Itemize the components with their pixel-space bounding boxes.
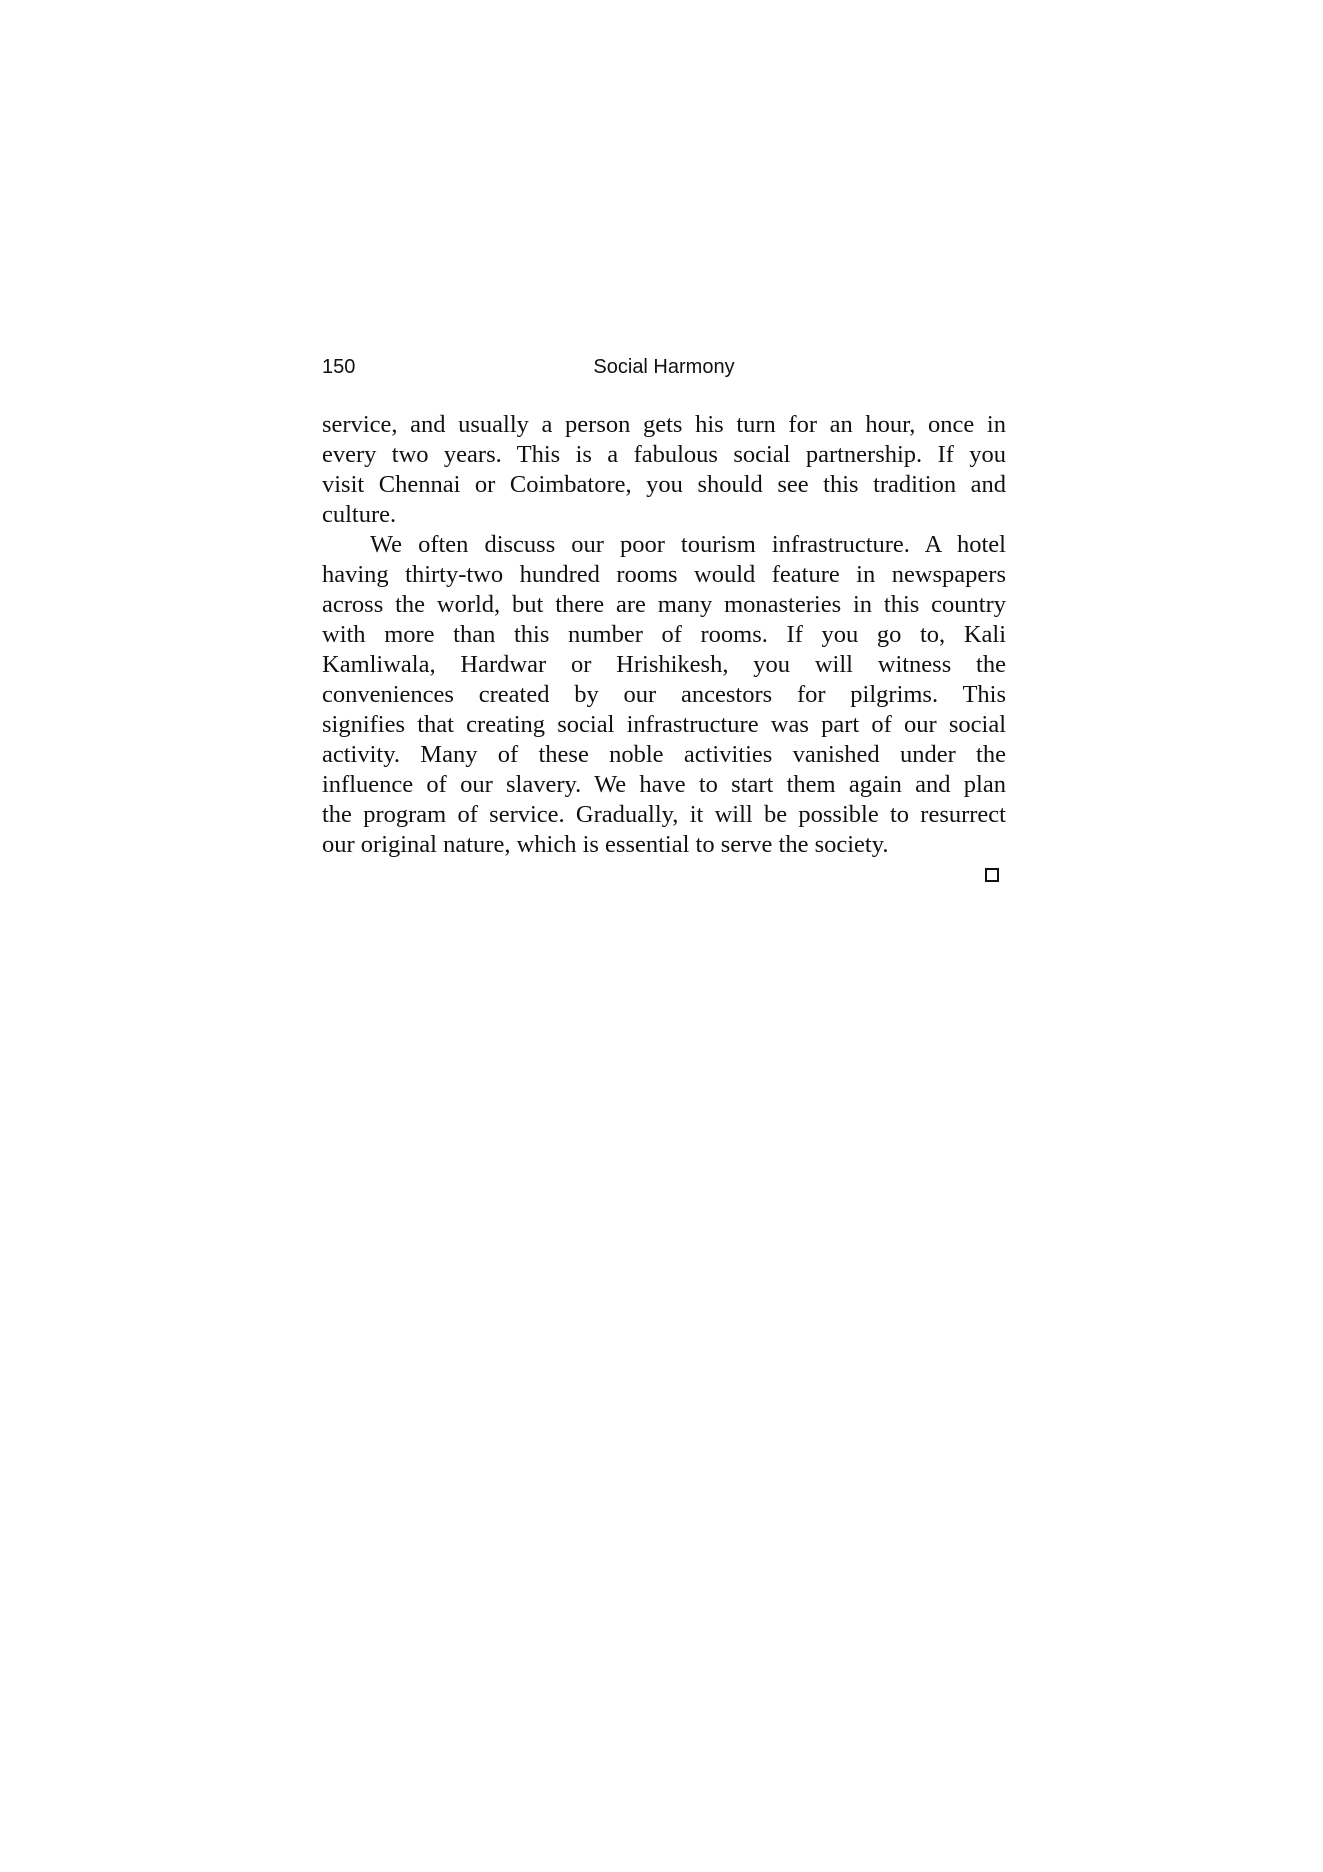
text-line: with more than this number of rooms. If you go to, Kali	[322, 621, 1006, 648]
text-line: activity. Many of these noble activities vanished under the	[322, 741, 1006, 768]
page-number: 150	[322, 356, 356, 378]
text-line: across the world, but there are many monasteries in this country	[322, 591, 1006, 618]
text-line: culture.	[322, 501, 397, 528]
text-line: conveniences created by our ancestors for pilgrims. This	[322, 681, 1006, 708]
running-title: Social Harmony	[593, 356, 735, 378]
text-line: influence of our slavery. We have to start them again and plan	[322, 771, 1006, 798]
text-line: every two years. This is a fabulous social partnership. If you	[322, 441, 1006, 468]
text-line: the program of service. Gradually, it will be possible to resurrect	[322, 801, 1006, 828]
text-line: our original nature, which is essential to serve the society.	[322, 831, 889, 858]
text-line: having thirty-two hundred rooms would feature in newspapers	[322, 561, 1006, 588]
paragraph-2	[322, 530, 1006, 860]
text-line: visit Chennai or Coimbatore, you should see this tradition and	[322, 471, 1006, 498]
paragraph-1	[322, 410, 1006, 530]
text-line: We often discuss our poor tourism infrastructure. A hotel	[370, 531, 1006, 558]
body-text	[322, 410, 1006, 860]
text-line: signifies that creating social infrastructure was part of our social	[322, 711, 1006, 738]
square-end-mark-icon	[985, 868, 999, 882]
running-head	[322, 353, 1006, 381]
text-line: Kamliwala, Hardwar or Hrishikesh, you will witness the	[322, 651, 1006, 678]
text-line: service, and usually a person gets his turn for an hour, once in	[322, 411, 1006, 438]
